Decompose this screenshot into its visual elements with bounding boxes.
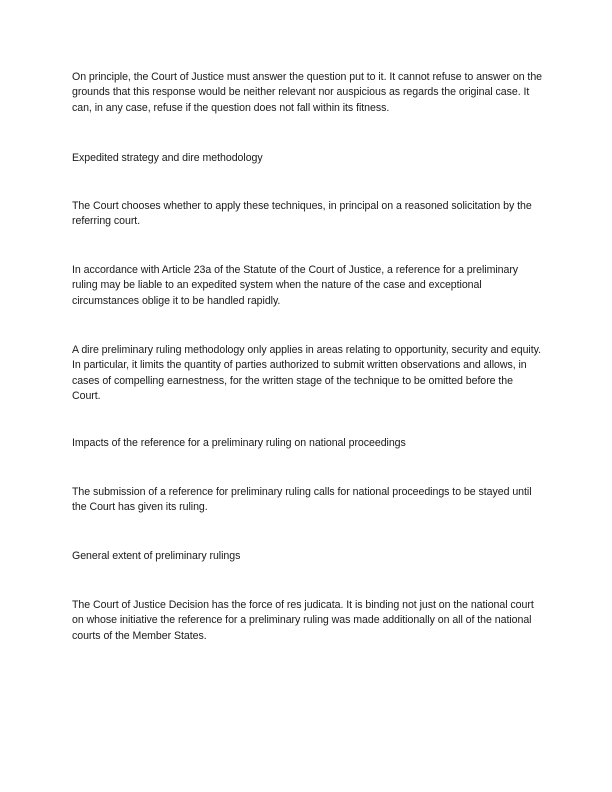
paragraph-article-23a: In accordance with Article 23a of the Statute of the Court of Justice, a reference for a preliminary ruling may be liable to an expedited system when the nature of the case and exceptional circumstances oblige it to be handled rapidly. xyxy=(72,264,519,307)
paragraph-principle: On principle, the Court of Justice must answer the question put to it. It cannot refuse to answer on the grounds that this response would be neither relevant nor auspicious as regards the original case. It can, in any case, refuse if the question does not fall within its fitness. xyxy=(72,71,543,114)
heading-expedited-strategy: Expedited strategy and dire methodology xyxy=(72,152,263,164)
heading-general-extent: General extent of preliminary rulings xyxy=(72,550,241,562)
paragraph-res-judicata: The Court of Justice Decision has the force of res judicata. It is binding not just on the national court on whose initiative the reference for a preliminary ruling was made additionally on all of the national courts of the Member States. xyxy=(72,599,534,642)
paragraph-court-chooses: The Court chooses whether to apply these techniques, in principal on a reasoned solicitation by the referring court. xyxy=(72,200,532,228)
paragraph-submission-stayed: The submission of a reference for preliminary ruling calls for national proceedings to be stayed until the Court has given its ruling. xyxy=(72,486,532,514)
paragraph-dire-ruling: A dire preliminary ruling methodology only applies in areas relating to opportunity, security and equity. In particular, it limits the quantity of parties authorized to submit written observations and allows, in cases of compelling earnestness, for the written stage of the technique to be omitted before the Court. xyxy=(72,344,541,402)
heading-impacts-national-proceedings: Impacts of the reference for a preliminary ruling on national proceedings xyxy=(72,437,406,449)
